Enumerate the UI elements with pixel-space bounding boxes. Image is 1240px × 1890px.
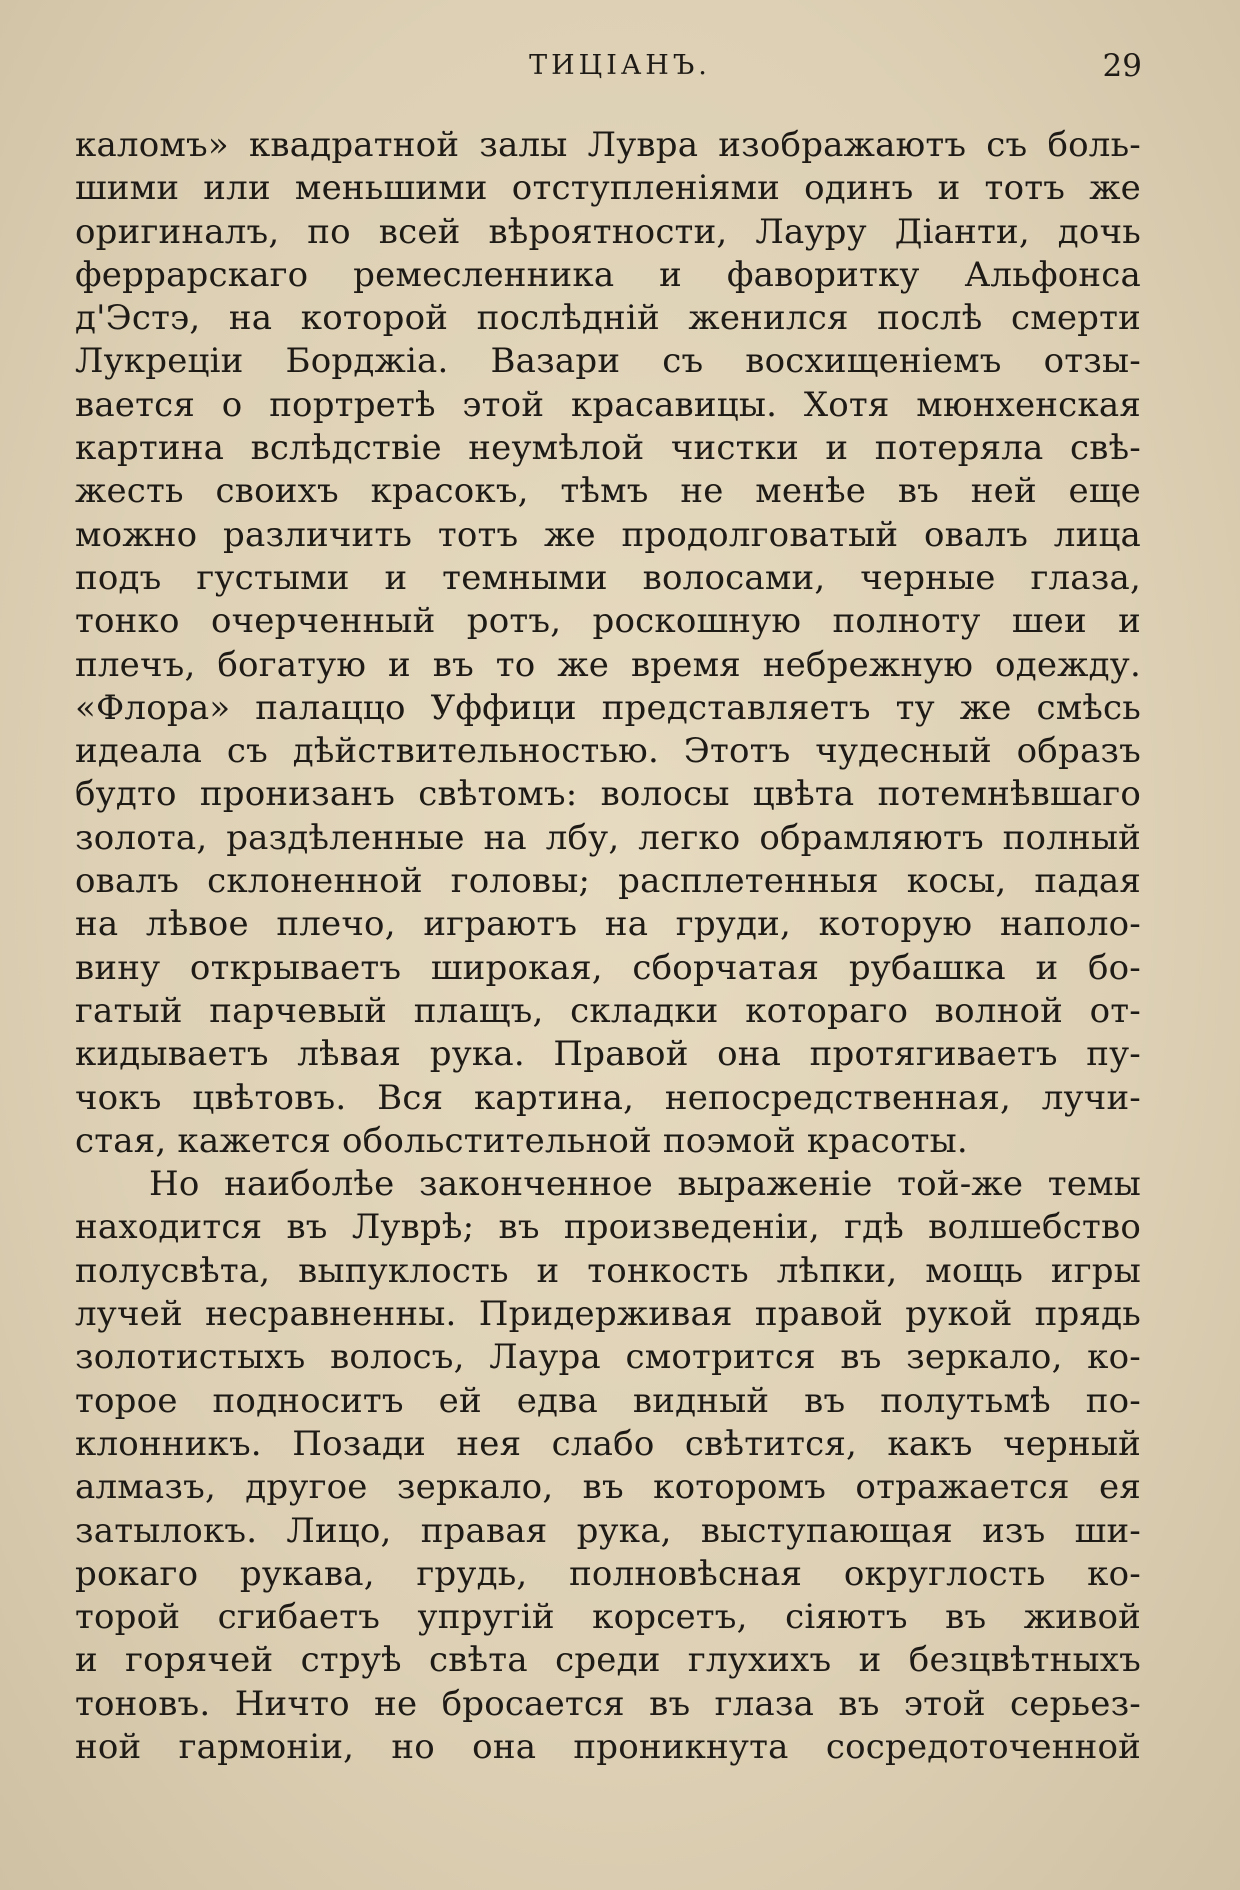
text-line: лучей несравненны. Придерживая правой рукой прядь — [75, 1294, 1141, 1335]
text-line: тонко очерченный ротъ, роскошную полноту шеи и — [75, 601, 1141, 642]
running-title: ТИЦІАНЪ. — [529, 50, 711, 81]
text-line: алмазъ, другое зеркало, въ которомъ отражается ея — [75, 1467, 1141, 1508]
text-line: находится въ Луврѣ; въ произведеніи, гдѣ волшебство — [75, 1207, 1141, 1248]
text-line: стая, кажется обольстительной поэмой красоты. — [75, 1120, 968, 1161]
text-line: каломъ» квадратной залы Лувра изображаютъ съ боль- — [75, 125, 1141, 165]
text-line: д'Эстэ, на которой послѣдній женился послѣ смерти — [75, 298, 1141, 339]
text-line: «Флора» палаццо Уффици представляетъ ту же смѣсь — [75, 687, 1141, 728]
text-line: вину открываетъ широкая, сборчатая рубашка и бо- — [75, 947, 1141, 988]
text-line: можно различить тотъ же продолговатый овалъ лица — [75, 514, 1141, 555]
text-line: Лукреціи Борджіа. Вазари съ восхищеніемъ отзы- — [75, 341, 1141, 382]
text-line: феррарскаго ремесленника и фаворитку Альфонса — [75, 254, 1141, 295]
text-line: затылокъ. Лицо, правая рука, выступающая изъ ши- — [75, 1510, 1141, 1551]
text-line: будто пронизанъ свѣтомъ: волосы цвѣта потемнѣвшаго — [75, 774, 1141, 815]
body-text — [75, 124, 1141, 1769]
text-line: полусвѣта, выпуклость и тонкость лѣпки, мощь игры — [75, 1250, 1141, 1291]
text-line: Но наиболѣе законченное выраженіе той-же темы — [149, 1164, 1141, 1205]
text-line: вается о портретѣ этой красавицы. Хотя мюнхенская — [75, 384, 1141, 425]
text-line: тоновъ. Ничто не бросается въ глаза въ этой серьез- — [75, 1683, 1141, 1724]
text-line: торое подноситъ ей едва видный въ полутьмѣ по- — [75, 1380, 1141, 1421]
text-line: золота, раздѣленные на лбу, легко обрамляютъ полный — [75, 817, 1141, 858]
text-line: оригиналъ, по всей вѣроятности, Лауру Діанти, дочь — [75, 211, 1141, 252]
text-line: жесть своихъ красокъ, тѣмъ не менѣе въ ней еще — [75, 471, 1141, 512]
text-line: овалъ склоненной головы; расплетенныя косы, падая — [75, 861, 1141, 902]
text-line: идеала съ дѣйствительностью. Этотъ чудесный образъ — [75, 731, 1141, 772]
text-line: торой сгибаетъ упругій корсетъ, сіяютъ въ живой — [75, 1597, 1141, 1638]
text-line: гатый парчевый плащъ, складки котораго волной от- — [75, 990, 1141, 1031]
text-line: чокъ цвѣтовъ. Вся картина, непосредственная, лучи- — [75, 1077, 1141, 1118]
text-line: золотистыхъ волосъ, Лаура смотрится въ зеркало, ко- — [75, 1337, 1141, 1378]
text-line: ной гармоніи, но она проникнута сосредоточенной — [75, 1726, 1141, 1767]
text-line: шими или меньшими отступленіями одинъ и тотъ же — [75, 168, 1141, 209]
text-line: картина вслѣдствіе неумѣлой чистки и потеряла свѣ- — [75, 428, 1141, 469]
text-line: плечъ, богатую и въ то же время небрежную одежду. — [75, 644, 1141, 685]
text-line: на лѣвое плечо, играютъ на груди, которую наполо- — [75, 904, 1141, 945]
text-line: рокаго рукава, грудь, полновѣсная округлость ко- — [75, 1553, 1141, 1594]
page-number: 29 — [1102, 48, 1142, 84]
paragraph — [75, 124, 1141, 1163]
text-line: кидываетъ лѣвая рука. Правой она протягиваетъ пу- — [75, 1034, 1141, 1075]
running-head — [0, 50, 1240, 90]
paragraph — [75, 1163, 1141, 1769]
text-line: клонникъ. Позади нея слабо свѣтится, какъ черный — [75, 1423, 1141, 1464]
text-line: подъ густыми и темными волосами, черные глаза, — [75, 557, 1141, 598]
text-line: и горячей струѣ свѣта среди глухихъ и безцвѣтныхъ — [75, 1640, 1141, 1681]
